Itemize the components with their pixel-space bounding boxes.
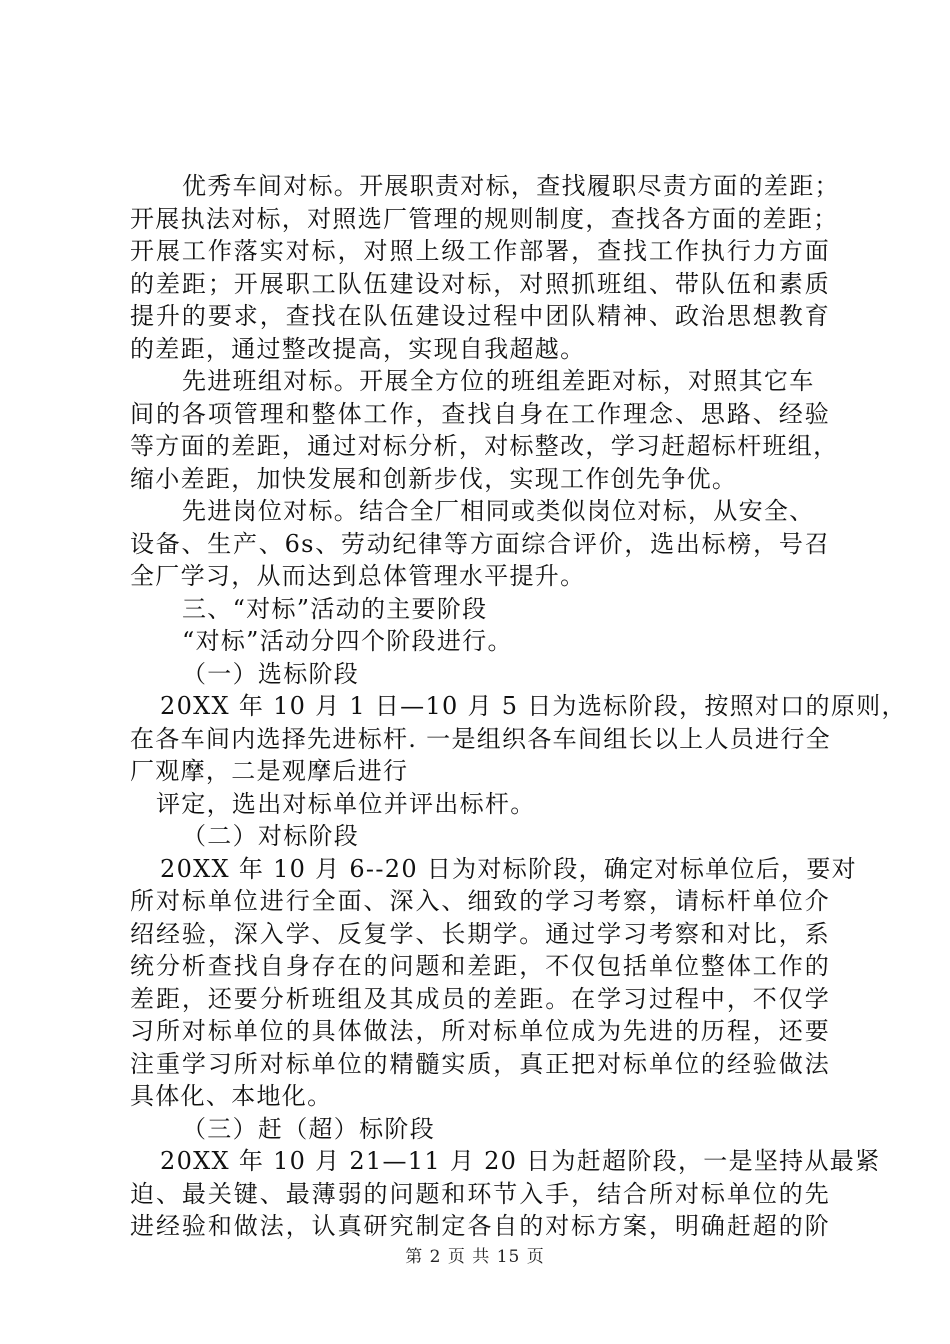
paragraph-line: 提升的要求，查找在队伍建设过程中团队精神、政治思想教育 — [130, 302, 830, 330]
paragraph-line: “对标”活动分四个阶段进行。 — [182, 627, 513, 655]
section-heading: 三、“对标”活动的主要阶段 — [182, 594, 488, 623]
paragraph-line: 开展工作落实对标，对照上级工作部署，查找工作执行力方面 — [130, 237, 830, 265]
paragraph-line: 优秀车间对标。开展职责对标，查找履职尽责方面的差距； — [182, 172, 840, 200]
paragraph-line: 在各车间内选择先进标杆. 一是组织各车间组长以上人员进行全 — [130, 724, 831, 753]
paragraph-line: 开展执法对标，对照选厂管理的规则制度，查找各方面的差距； — [130, 204, 839, 233]
paragraph-line: 差距，还要分析班组及其成员的差距。在学习过程中，不仅学 — [130, 984, 830, 1013]
paragraph-line: 评定，选出对标单位并评出标杆。 — [156, 789, 536, 818]
document-body — [130, 170, 907, 1243]
paragraph-line: 20XX 年 10 月 6--20 日为对标阶段，确定对标单位后，要对 — [160, 854, 857, 883]
subsection-heading: （二）对标阶段 — [182, 822, 360, 850]
paragraph-line: 习所对标单位的具体做法，所对标单位成为先进的历程，还要 — [130, 1017, 830, 1045]
paragraph-line: 的差距；开展职工队伍建设对标，对照抓班组、带队伍和素质 — [130, 269, 830, 298]
paragraph-line: 设备、生产、6s、劳动纪律等方面综合评价，选出标榜，号召 — [130, 529, 830, 558]
paragraph-line: 进经验和做法，认真研究制定各自的对标方案，明确赶超的阶 — [130, 1212, 830, 1240]
paragraph-line: 具体化、本地化。 — [130, 1082, 333, 1110]
page-number-footer: 第 2 页 共 15 页 — [405, 1247, 545, 1267]
paragraph-line: 全厂学习，从而达到总体管理水平提升。 — [130, 562, 586, 590]
paragraph-line: 注重学习所对标单位的精髓实质，真正把对标单位的经验做法 — [130, 1049, 830, 1078]
paragraph-line: 20XX 年 10 月 21—11 月 20 日为赶超阶段，一是坚持从最紧 — [160, 1147, 881, 1175]
subsection-heading: （三）赶（超）标阶段 — [182, 1114, 435, 1143]
paragraph-line: 先进班组对标。开展全方位的班组差距对标，对照其它车 — [182, 367, 815, 395]
paragraph-line: 所对标单位进行全面、深入、细致的学习考察，请标杆单位介 — [130, 887, 830, 915]
paragraph-line: 绍经验，深入学、反复学、长期学。通过学习考察和对比，系 — [130, 919, 830, 948]
paragraph-line: 20XX 年 10 月 1 日—10 月 5 日为选标阶段，按照对口的原则， — [160, 692, 907, 720]
paragraph-line: 迫、最关键、最薄弱的问题和环节入手，结合所对标单位的先 — [130, 1179, 830, 1208]
paragraph-line: 厂观摩，二是观摩后进行 — [130, 757, 409, 785]
subsection-heading: （一）选标阶段 — [182, 659, 360, 688]
paragraph-line: 统分析查找自身存在的问题和差距，不仅包括单位整体工作的 — [130, 952, 830, 980]
paragraph-line: 缩小差距，加快发展和创新步伐，实现工作创先争优。 — [130, 464, 738, 493]
paragraph-line: 的差距，通过整改提高，实现自我超越。 — [130, 334, 586, 363]
paragraph-line: 间的各项管理和整体工作，查找自身在工作理念、思路、经验 — [130, 399, 830, 428]
paragraph-line: 等方面的差距，通过对标分析，对标整改，学习赶超标杆班组， — [130, 432, 839, 460]
paragraph-line: 先进岗位对标。结合全厂相同或类似岗位对标，从安全、 — [182, 497, 815, 525]
